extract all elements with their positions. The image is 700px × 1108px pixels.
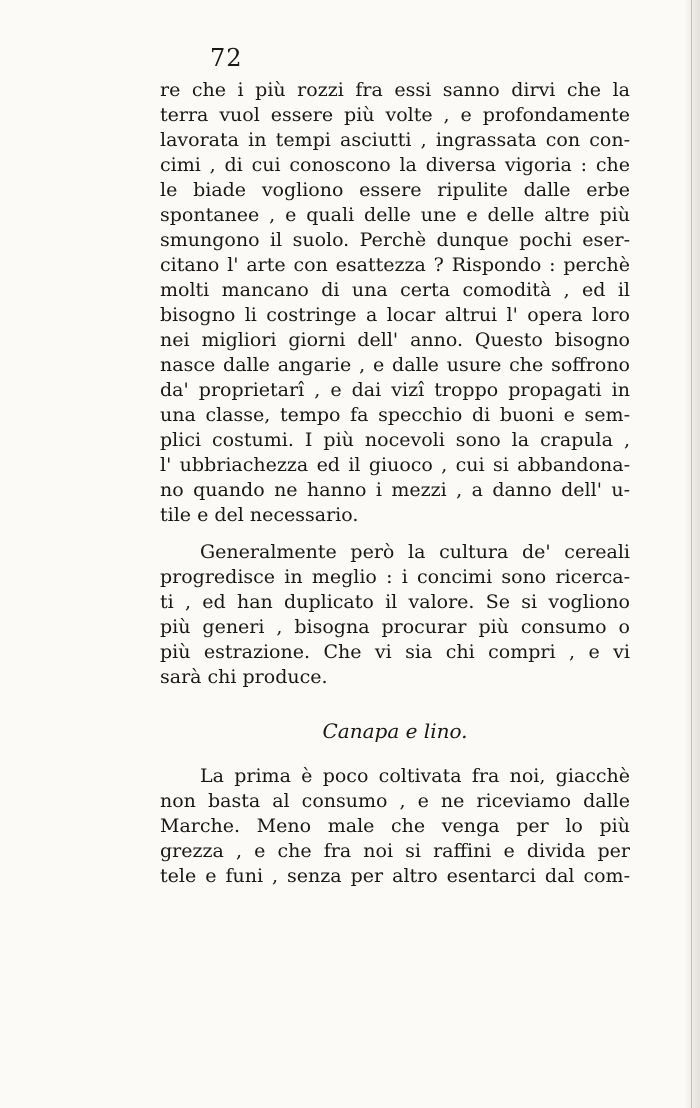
text-line: sarà chi produce.: [160, 666, 328, 688]
text-line: tile e del necessario.: [160, 504, 359, 526]
text-line: progredisce in meglio : i concimi sono ricerca-: [160, 566, 630, 588]
text-line: più generi , bisogna procurar più consumo o: [160, 616, 630, 638]
paragraph-1: [160, 78, 630, 528]
text-line: non basta al consumo , e ne riceviamo dalle: [160, 790, 630, 812]
text-line: Generalmente però la cultura de' cereali: [200, 541, 630, 563]
section-heading: Canapa e lino.: [322, 719, 468, 743]
text-line: smungono il suolo. Perchè dunque pochi eser-: [160, 229, 630, 251]
paragraph-3: [160, 764, 630, 889]
text-line: La prima è poco coltivata fra noi, giacchè: [200, 765, 630, 787]
text-line: le biade vogliono essere ripulite dalle erbe: [160, 179, 630, 201]
text-line: citano l' arte con esattezza ? Rispondo : perchè: [160, 254, 630, 276]
text-line: una classe, tempo fa specchio di buoni e sem-: [160, 404, 630, 426]
text-line: nei migliori giorni dell' anno. Questo bisogno: [160, 329, 630, 351]
text-line: grezza , e che fra noi si raffini e divida per: [160, 840, 630, 862]
text-line: bisogno li costringe a locar altrui l' opera loro: [160, 304, 630, 326]
page-edge-shadow: [684, 0, 700, 1108]
text-line: cimi , di cui conoscono la diversa vigoria : che: [160, 154, 630, 176]
text-line: molti mancano di una certa comodità , ed il: [160, 279, 630, 301]
page-number: 72: [210, 44, 243, 72]
text-line: Marche. Meno male che venga per lo più: [160, 815, 630, 837]
text-line: plici costumi. I più nocevoli sono la crapula ,: [160, 429, 630, 451]
text-line: re che i più rozzi fra essi sanno dirvi che la: [160, 79, 630, 101]
paragraph-2: [160, 540, 630, 690]
text-line: ti , ed han duplicato il valore. Se si vogliono: [160, 591, 630, 613]
text-line: tele e funi , senza per altro esentarci dal com-: [160, 865, 630, 887]
text-line: terra vuol essere più volte , e profondamente: [160, 104, 630, 126]
text-line: spontanee , e quali delle une e delle altre più: [160, 204, 630, 226]
text-line: lavorata in tempi asciutti , ingrassata con con-: [160, 129, 630, 151]
text-line: no quando ne hanno i mezzi , a danno dell' u-: [160, 479, 630, 501]
text-line: da' proprietarî , e dai vizî troppo propagati in: [160, 379, 630, 401]
text-line: l' ubbriachezza ed il giuoco , cui si abbandona-: [160, 454, 630, 476]
text-line: più estrazione. Che vi sia chi compri , e vi: [160, 641, 630, 663]
text-line: nasce dalle angarie , e dalle usure che soffrono: [160, 354, 630, 376]
page-edge-line: [691, 0, 692, 1108]
